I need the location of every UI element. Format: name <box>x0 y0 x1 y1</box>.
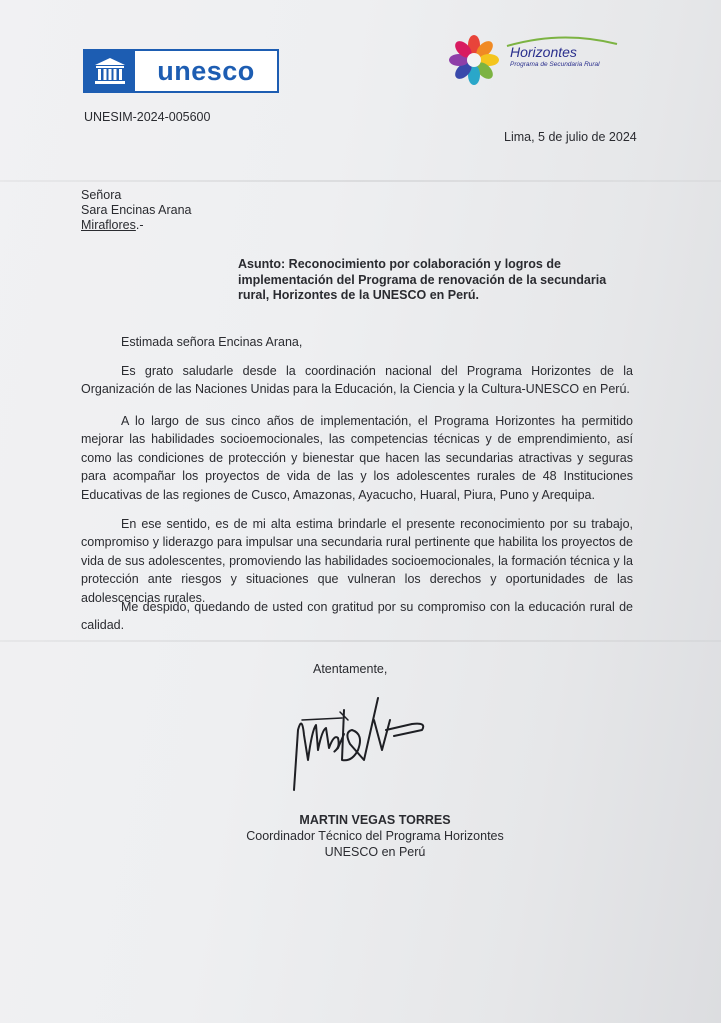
body-paragraph: Es grato saludarle desde la coordinación nacional del Programa Horizontes de la Organización de las Naciones Unidas para la Educación, la Ciencia y la Cultura-UNESCO en Perú. <box>81 364 633 397</box>
body-paragraph: En ese sentido, es de mi alta estima brindarle el presente reconocimiento por su trabajo, compromiso y liderazgo para impulsar una secundaria rural pertinente que habilita los proyectos de vida de sus adolescentes, promoviendo las habilidades socioemocionales, la formación técnica y la protección ante riesgos y situaciones que vulneran los derechos y oportunidades de las adolescencias rurales. <box>81 517 633 605</box>
signer-organization: UNESCO en Perú <box>324 845 426 859</box>
body-paragraph: Me despido, quedando de usted con gratitud por su compromiso con la educación rural de calidad. <box>81 600 633 633</box>
greeting: Estimada señora Encinas Arana, <box>121 335 303 349</box>
recipient-location-name: Miraflores <box>81 218 136 232</box>
recipient-location-suffix: .- <box>135 218 144 232</box>
handwritten-signature <box>282 690 432 800</box>
horizontes-name: Horizontes <box>510 44 577 60</box>
recipient-name: Sara Encinas Arana <box>81 203 192 217</box>
paper-fold <box>0 640 721 642</box>
letter-subject: Asunto: Reconocimiento por colaboración y logros de implementación del Programa de renovación de la secundaria rural, Horizontes de la UNESCO en Perú. <box>238 257 607 302</box>
closing-salutation: Atentamente, <box>313 662 388 676</box>
signer-name: MARTIN VEGAS TORRES <box>299 813 451 827</box>
horizontes-flower-icon <box>447 34 503 86</box>
unesco-wordmark: unesco <box>157 55 255 86</box>
reference-number: UNESIM-2024-005600 <box>84 110 211 124</box>
letter-date: Lima, 5 de julio de 2024 <box>504 130 637 144</box>
unesco-logo <box>83 49 279 93</box>
recipient-location <box>81 217 144 233</box>
body-paragraph: A lo largo de sus cinco años de implementación, el Programa Horizontes ha permitido mejorar las habilidades socioemocionales, las competencias técnicas y de emprendimiento, así como las condiciones de protección y bienestar que hacen las secundarias atractivas y seguras para acompañar los proyectos de vida de las y los adolescentes rurales de 48 Instituciones Educativas de las regiones de Cusco, Amazonas, Ayacucho, Huaral, Piura, Puno y Arequipa. <box>81 414 633 502</box>
paper-fold <box>0 180 721 182</box>
recipient-title: Señora <box>81 188 122 202</box>
temple-icon <box>85 51 135 91</box>
horizontes-subtitle: Programa de Secundaria Rural <box>510 61 600 68</box>
signer-title: Coordinador Técnico del Programa Horizontes <box>246 829 504 843</box>
horizontes-logo <box>447 34 622 86</box>
